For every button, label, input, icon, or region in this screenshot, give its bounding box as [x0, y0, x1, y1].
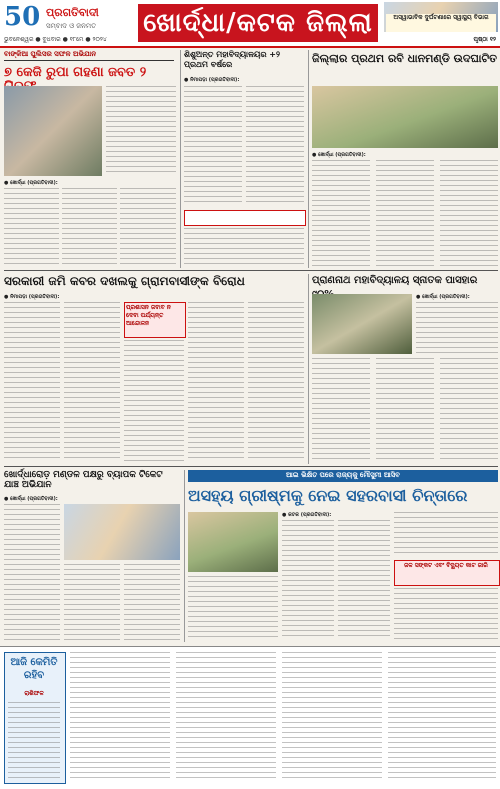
story7-callout-text: ଜଳ ସଙ୍କଟ ଏବଂ ବିଦ୍ୟୁତ କାଟ ଜାରି — [404, 562, 488, 569]
story6-col1 — [4, 504, 60, 640]
column-rule — [180, 50, 181, 268]
horoscope-col4 — [388, 652, 496, 782]
section-divider — [4, 466, 498, 467]
story5-text-top — [416, 302, 498, 354]
story7-photo — [188, 512, 278, 572]
story6-col3 — [124, 564, 180, 640]
promo-text: ଅସ୍ୱାଭାବିକ ଦୁର୍ଘଟଣାରେ ସ୍ୱାସ୍ଥ୍ୟ ବିଭାଗ — [386, 14, 496, 32]
newspaper-brand: ପ୍ରଗତିବାଦୀ — [46, 6, 99, 19]
story1-col3 — [120, 188, 176, 266]
brand-tagline: ସମ୍ବାଦ ଓ ଜନମତ — [46, 22, 97, 30]
story4-col1 — [4, 302, 60, 462]
column-rule — [308, 50, 309, 268]
story3-headline: ଜିଲ୍ଲାର ପ୍ରଥମ ରବି ଧାନମଣ୍ଡି ଉଦଘାଟିତ — [312, 52, 497, 65]
story2-col2 — [246, 86, 304, 206]
story2-text-bottom — [184, 228, 304, 266]
horoscope-col2 — [176, 652, 276, 782]
issue-date: ଭୁବନେଶ୍ୱର ● ବୁଧବାର ● ୧୮ମେ ● ୨୦୨୪ — [4, 36, 107, 43]
story5-headline: ପ୍ରାଣନାଥ ମହାବିଦ୍ୟାଳୟ ସ୍ନାତକ ପାସହାର — [312, 275, 478, 286]
story1-kicker: ବାଙ୍କିଆ ପୁଲିସର ସଫଳ ଅଭିଯାନ — [4, 50, 97, 58]
story2-headline: ଶିଶୁଅନ୍ତ ମହାବିଦ୍ୟାଳୟର +୨ ପ୍ରଥମ ବର୍ଷରେ — [184, 50, 280, 69]
story7-col2 — [338, 520, 390, 640]
story3-byline: ● ଖୋର୍ଦ୍ଧା (ପ୍ରଗତିବାଦୀ): — [312, 152, 366, 158]
story7-byline: ● କଟକ (ପ୍ରଗତିବାଦୀ): — [282, 512, 332, 518]
story7-col3-top — [394, 512, 498, 556]
story1-byline: ● ଖୋର୍ଦ୍ଧା (ପ୍ରଗତିବାଦୀ): — [4, 180, 58, 186]
story4-col5 — [248, 302, 304, 462]
story5-byline: ● ଖୋର୍ଦ୍ଧା (ପ୍ରଗତିବାଦୀ): — [416, 294, 470, 300]
story7-headline: ଅସହ୍ୟ ଗ୍ରୀଷ୍ମକୁ ନେଇ ସହରବାସୀ ଚିନ୍ତାରେ — [188, 486, 468, 505]
story4-col4 — [188, 302, 244, 462]
story4-col2 — [64, 302, 120, 462]
story3-col2 — [376, 160, 434, 266]
story2-callout — [184, 210, 306, 226]
story2-col1 — [184, 86, 242, 206]
horoscope-text — [8, 702, 60, 778]
horoscope-col3 — [282, 652, 382, 782]
story6-byline: ● ଖୋର୍ଦ୍ଧା (ପ୍ରଗତିବାଦୀ): — [4, 496, 58, 502]
story5-col1 — [312, 358, 370, 462]
horoscope-title: ଆଜି କେମିତି ରହିବ — [10, 657, 58, 681]
story4-byline: ● ନିମାପଡ଼ା (ପ୍ରଗତିବାଦୀ): — [4, 294, 60, 300]
section-title: ଖୋର୍ଦ୍ଧା/କଟକ ଜିଲ୍ଲା — [138, 4, 378, 42]
story3-col1 — [312, 160, 370, 266]
story2-byline: ● ନିମାପଡ଼ା (ପ୍ରଗତିବାଦୀ): — [184, 77, 240, 83]
story7-col0 — [188, 576, 278, 640]
story6-photo — [64, 504, 180, 560]
story4-headline: ସରକାରୀ ଜମି କବର ଦଖଲକୁ ଗ୍ରାମବାସୀଙ୍କ ବିରୋଧ — [4, 274, 245, 288]
divider — [4, 60, 174, 61]
story1-photo — [4, 86, 102, 176]
page-number: ପୃଷ୍ଠା ୧୨ — [473, 36, 496, 43]
story3-photo — [312, 86, 498, 148]
horoscope-subtitle: ରାଶିଫଳ — [24, 690, 44, 697]
story5-photo — [312, 294, 412, 354]
story1-text-top — [106, 86, 176, 176]
story3-col3 — [440, 160, 498, 266]
story6-headline: ଖୋର୍ଦ୍ଧାରୋଡ଼ ମଣ୍ଡଳ ପକ୍ଷରୁ ବ୍ୟାପକ ଟିକେଟ ଯାଞ୍ଚ ଅଭିଯାନ — [4, 470, 163, 490]
section-divider — [4, 270, 498, 271]
anniversary-logo: 50 — [4, 2, 41, 32]
story7-col3-bottom — [394, 588, 498, 640]
story5-col3 — [440, 358, 498, 462]
story4-col3 — [124, 340, 184, 462]
story1-headline: ୭ କେଜି ରୁପା ଗହଣା ଜବତ ୨ — [4, 65, 147, 80]
column-rule — [184, 470, 185, 642]
column-rule — [308, 274, 309, 464]
story7-kicker: ଆଇ ଭିକ୍ଷିତ ପରେ ରାଜ୍ୟକୁ ମୌସୁମୀ ଆସିବ — [286, 471, 400, 479]
story1-col1 — [4, 188, 59, 266]
story4-callout-text: ପ୍ରଶାସନ ଜବାବ ନ ଦେବା ପର୍ଯ୍ୟନ୍ତ ଆନ୍ଦୋଳନ — [126, 304, 171, 327]
story6-col2 — [64, 564, 120, 640]
story1-col2 — [62, 188, 117, 266]
story5-col2 — [376, 358, 434, 462]
horoscope-col1 — [70, 652, 170, 782]
story7-col1 — [282, 520, 334, 640]
